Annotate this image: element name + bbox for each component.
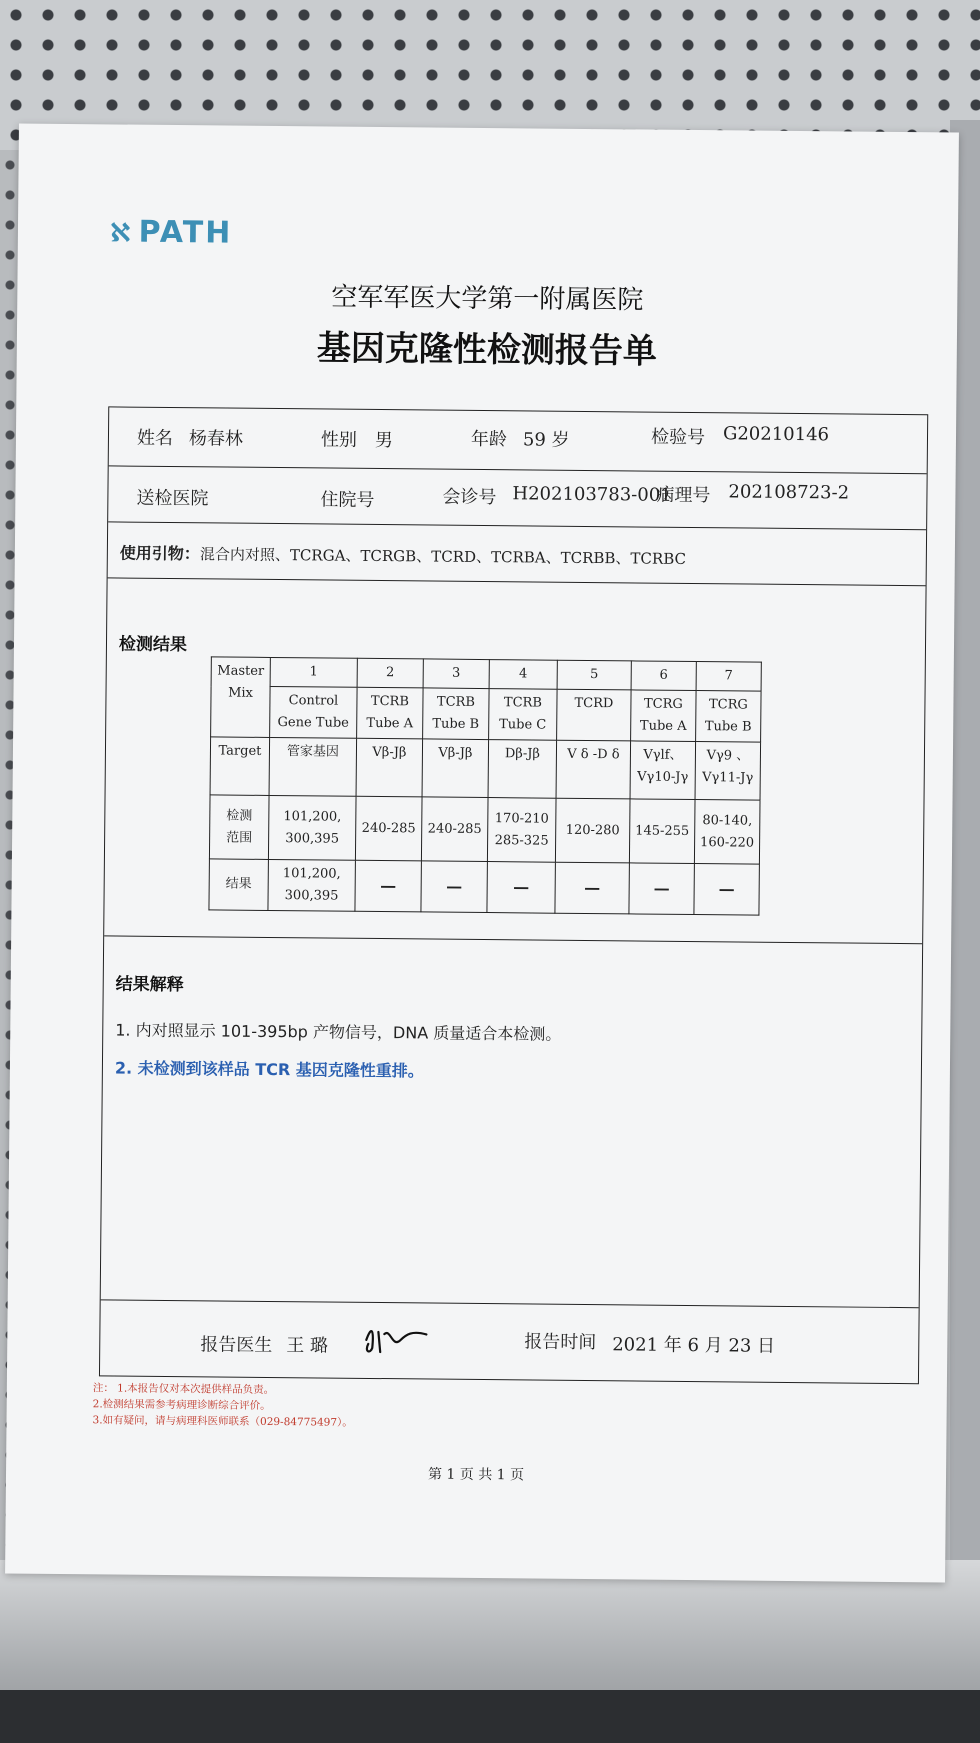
col-no: 6 bbox=[631, 661, 696, 691]
target-cell: 管家基因 bbox=[269, 737, 357, 796]
result-cell: — bbox=[421, 861, 487, 913]
report-frame bbox=[99, 406, 928, 1384]
master-mix-header bbox=[211, 657, 271, 738]
master-label: Master bbox=[217, 663, 265, 679]
consult-no: H202103783-001 bbox=[512, 483, 672, 506]
report-title: 基因克隆性检测报告单 bbox=[316, 328, 658, 372]
pathology-label: 病理号 bbox=[656, 484, 711, 507]
age-label: 年龄 bbox=[470, 428, 508, 451]
tube-name: TCRB Tube B bbox=[423, 688, 489, 740]
result-cell: — bbox=[694, 864, 759, 916]
divider bbox=[101, 1299, 919, 1308]
path-logo bbox=[110, 214, 233, 250]
logo-mark-icon: ℵ bbox=[109, 218, 133, 249]
range-cell: 240-285 bbox=[421, 797, 488, 862]
target-label: Target bbox=[210, 737, 270, 796]
target-cell: Vβ-Jβ bbox=[356, 738, 423, 797]
name-label: 姓名 bbox=[136, 427, 174, 450]
range-label: 检测 范围 bbox=[209, 795, 269, 860]
hospital-label: 送检医院 bbox=[136, 487, 209, 510]
divider bbox=[108, 577, 926, 586]
divider bbox=[108, 521, 926, 530]
tube-name: TCRD bbox=[557, 689, 631, 741]
col-no: 2 bbox=[357, 658, 423, 688]
primers-value: 混合内对照、TCRGA、TCRGB、TCRD、TCRBA、TCRBB、TCRBC bbox=[199, 545, 687, 568]
result-cell: 101,200, 300,395 bbox=[268, 859, 355, 911]
divider bbox=[109, 465, 927, 474]
interpretation-item: 2. 未检测到该样品 TCR 基因克隆性重排。 bbox=[114, 1058, 424, 1081]
col-no: 1 bbox=[270, 657, 357, 687]
table-row bbox=[210, 737, 761, 800]
results-table bbox=[208, 656, 761, 915]
note-line: 注： 1.本报告仅对本次提供样品负责。 bbox=[92, 1382, 275, 1397]
result-cell: — bbox=[629, 863, 694, 915]
primers-label: 使用引物： bbox=[119, 543, 200, 564]
range-cell: 170-210 285-325 bbox=[487, 798, 556, 863]
range-cell: 240-285 bbox=[355, 796, 422, 861]
result-cell: — bbox=[555, 862, 629, 914]
col-no: 4 bbox=[489, 660, 557, 690]
tube-name: Control Gene Tube bbox=[270, 686, 357, 738]
report-time: 2021 年 6 月 23 日 bbox=[612, 1334, 776, 1357]
page-number: 第 1 页 共 1 页 bbox=[427, 1466, 525, 1484]
range-cell: 80-140, 160-220 bbox=[694, 800, 760, 865]
range-cell: 120-280 bbox=[555, 798, 630, 863]
logo-text: PATH bbox=[138, 214, 233, 251]
col-no: 3 bbox=[423, 659, 489, 689]
pathology-no: 202108723-2 bbox=[728, 481, 850, 504]
patient-sex: 男 bbox=[374, 429, 394, 452]
target-cell: Vβ-Jβ bbox=[422, 739, 489, 798]
mix-label: Mix bbox=[228, 685, 254, 701]
target-cell: Vγ9 、 Vγ11-Jγ bbox=[695, 742, 761, 801]
patient-name: 杨春林 bbox=[188, 428, 244, 450]
table-row bbox=[209, 859, 759, 915]
result-cell: — bbox=[487, 862, 555, 914]
inpatient-label: 住院号 bbox=[320, 489, 375, 511]
target-cell: V δ -D δ bbox=[556, 740, 631, 799]
tube-name: TCRB Tube A bbox=[357, 687, 423, 739]
tube-name: TCRG Tube B bbox=[696, 691, 761, 743]
exam-no-label: 检验号 bbox=[650, 426, 706, 449]
divider bbox=[104, 935, 922, 944]
target-cell: Dβ-Jβ bbox=[488, 740, 557, 799]
result-label: 结果 bbox=[209, 859, 268, 911]
col-no: 7 bbox=[696, 662, 761, 692]
handwritten-signature bbox=[360, 1318, 440, 1359]
tube-name: TCRG Tube A bbox=[631, 690, 696, 742]
tube-name: TCRB Tube C bbox=[489, 689, 557, 741]
col-no: 5 bbox=[557, 660, 631, 690]
primers-line bbox=[120, 541, 686, 569]
time-label: 报告时间 bbox=[524, 1331, 597, 1354]
result-cell: — bbox=[355, 860, 421, 912]
hospital-name: 空军军医大学第一附属医院 bbox=[331, 282, 644, 316]
target-cell: Vγlf、 Vγ10-Jγ bbox=[630, 741, 696, 800]
range-cell: 145-255 bbox=[629, 799, 695, 864]
exam-no: G20210146 bbox=[722, 423, 830, 446]
doctor-name: 王 璐 bbox=[286, 1335, 329, 1357]
range-cell: 101,200, 300,395 bbox=[268, 795, 356, 860]
sex-label: 性别 bbox=[320, 429, 358, 451]
table-row bbox=[211, 686, 761, 742]
doctor-label: 报告医生 bbox=[200, 1334, 273, 1357]
results-heading: 检测结果 bbox=[118, 634, 188, 656]
report-paper bbox=[5, 124, 959, 1583]
note-line: 3.如有疑问，请与病理科医师联系（029-84775497）。 bbox=[92, 1414, 353, 1429]
dark-edge bbox=[0, 1690, 980, 1743]
table-row bbox=[209, 795, 760, 864]
note-line: 2.检测结果需参考病理诊断综合评价。 bbox=[92, 1398, 271, 1412]
patient-age: 59 岁 bbox=[522, 429, 570, 451]
interpretation-item: 1. 内对照显示 101-395bp 产物信号，DNA 质量适合本检测。 bbox=[115, 1020, 562, 1044]
interpretation-heading: 结果解释 bbox=[115, 974, 184, 996]
consult-label: 会诊号 bbox=[442, 486, 497, 509]
notes bbox=[92, 1380, 353, 1430]
